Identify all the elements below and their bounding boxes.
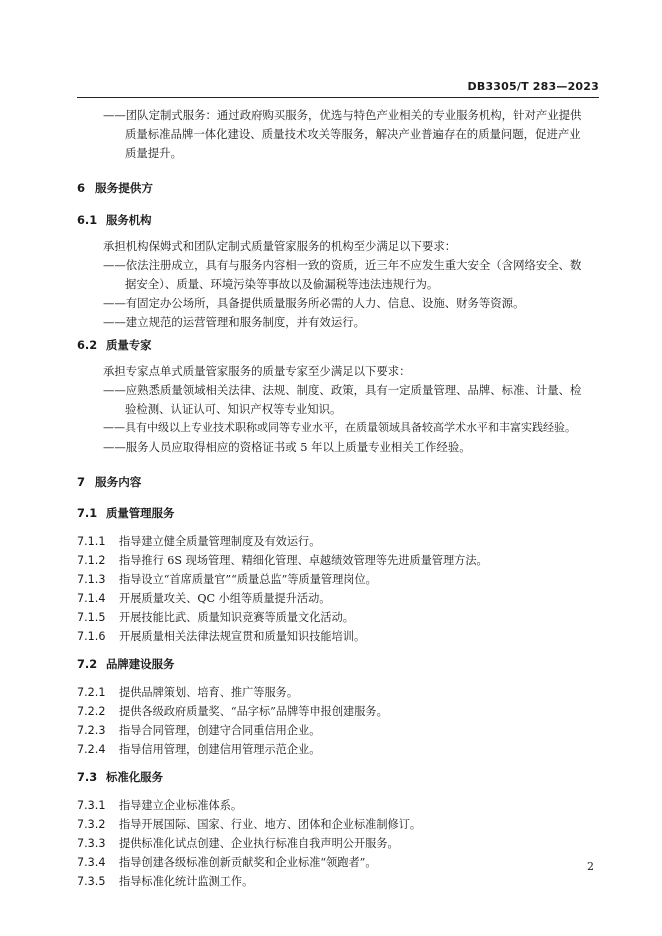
clause-number: 7.3.2	[77, 818, 106, 831]
clause-number: 7.1.2	[77, 554, 106, 567]
section-6-1-line-3: ——有固定办公场所，具备提供质量服务所必需的人力、信息、设施、财务等资源。	[103, 296, 525, 310]
clause-number: 7.3.3	[77, 837, 106, 850]
clause-text: 提供标准化试点创建、企业执行标准自我声明公开服务。	[119, 837, 399, 850]
clause-7-2-2	[77, 703, 388, 719]
clause-text: 指导建立健全质量管理制度及有效运行。	[119, 535, 321, 548]
section-7-2-heading	[77, 656, 174, 672]
section-7-1-heading	[77, 505, 174, 521]
clause-number: 7.1.5	[77, 611, 106, 624]
clause-7-1-4	[77, 590, 330, 606]
clause-number: 7.1.3	[77, 573, 106, 586]
top-item-line-1: ——团队定制式服务：通过政府购买服务，优选与特色产业相关的专业服务机构，针对产业提供	[103, 108, 582, 122]
section-6-2-line-2: 验检测、认证认可、知识产权等专业知识。	[125, 402, 342, 416]
clause-7-2-3	[77, 722, 320, 738]
clause-text: 指导建立企业标准体系。	[119, 799, 243, 812]
clause-text: 开展质量相关法律法规宣贯和质量知识技能培训。	[119, 630, 366, 643]
section-6-1-line-2: 据安全）、质量、环境污染等事故以及偷漏税等违法违规行为。	[125, 277, 439, 291]
section-7-number: 7	[77, 475, 86, 489]
clause-number: 7.3.1	[77, 799, 106, 812]
top-item-line-2: 质量标准品牌一体化建设、质量技术攻关等服务，解决产业普遍存在的质量问题，促进产业	[125, 127, 581, 141]
section-7-1-title: 质量管理服务	[106, 506, 175, 520]
page-number: 2	[587, 860, 594, 873]
section-7-3-title: 标准化服务	[106, 770, 163, 784]
section-6-1-line-4: ——建立规范的运营管理和服务制度，并有效运行。	[103, 315, 365, 329]
section-6-number: 6	[77, 181, 86, 195]
section-7-2-title: 品牌建设服务	[106, 657, 175, 671]
top-item-line-3: 质量提升。	[125, 146, 182, 160]
section-7-1-number: 7.1	[77, 506, 98, 520]
section-6-1-title: 服务机构	[106, 213, 152, 227]
clause-text: 指导开展国际、国家、行业、地方、团体和企业标准制修订。	[119, 818, 422, 831]
clause-7-3-1	[77, 797, 242, 813]
clause-text: 指导创建各级标准创新贡献奖和企业标准“领跑者”。	[119, 856, 377, 869]
clause-number: 7.2.1	[77, 686, 106, 699]
section-6-1-line-1: ——依法注册成立，具有与服务内容相一致的资质，近三年不应发生重大安全（含网络安全、数	[103, 258, 582, 272]
clause-7-1-2	[77, 552, 488, 568]
section-6-2-number: 6.2	[77, 338, 98, 352]
clause-7-1-1	[77, 533, 320, 549]
clause-number: 7.1.4	[77, 592, 106, 605]
section-6-1-number: 6.1	[77, 213, 98, 227]
clause-7-3-5	[77, 873, 253, 889]
clause-7-1-6	[77, 628, 365, 644]
clause-text: 提供品牌策划、培育、推广等服务。	[119, 686, 299, 699]
clause-7-1-5	[77, 609, 354, 625]
clause-number: 7.2.4	[77, 743, 106, 756]
section-7-title: 服务内容	[95, 475, 142, 489]
section-7-heading	[77, 474, 141, 490]
section-6-title: 服务提供方	[95, 181, 153, 195]
header-rule	[77, 97, 599, 98]
clause-number: 7.2.2	[77, 705, 106, 718]
section-6-2-line-3: ——具有中级以上专业技术职称或同等专业水平，在质量领域具备较高学术水平和丰富实践经验。	[103, 421, 576, 434]
clause-7-2-4	[77, 741, 320, 757]
clause-text: 开展技能比武、质量知识竞赛等质量文化活动。	[119, 611, 354, 624]
clause-text: 指导推行 6S 现场管理、精细化管理、卓越绩效管理等先进质量管理方法。	[119, 554, 488, 567]
section-7-2-number: 7.2	[77, 657, 98, 671]
clause-number: 7.1.1	[77, 535, 106, 548]
section-7-3-heading	[77, 769, 163, 785]
section-6-2-line-4: ——服务人员应取得相应的资格证书或 5 年以上质量专业相关工作经验。	[103, 440, 471, 454]
clause-text: 开展质量攻关、QC 小组等质量提升活动。	[119, 592, 331, 605]
clause-text: 指导标准化统计监测工作。	[119, 875, 254, 888]
clause-text: 提供各级政府质量奖、“品字标”品牌等申报创建服务。	[119, 705, 388, 718]
section-7-3-number: 7.3	[77, 770, 98, 784]
section-6-2-title: 质量专家	[106, 338, 152, 352]
clause-7-2-1	[77, 684, 298, 700]
clause-number: 7.1.6	[77, 630, 106, 643]
clause-number: 7.2.3	[77, 724, 106, 737]
section-6-1-intro: 承担机构保姆式和团队定制式质量管家服务的机构至少满足以下要求：	[103, 239, 457, 253]
section-6-heading	[77, 180, 153, 196]
clause-text: 指导设立“首席质量官”“质量总监”等质量管理岗位。	[119, 573, 377, 586]
clause-number: 7.3.4	[77, 856, 106, 869]
document-number: DB3305/T 283—2023	[467, 80, 599, 93]
section-6-1-heading	[77, 212, 152, 228]
clause-number: 7.3.5	[77, 875, 106, 888]
clause-7-3-3	[77, 835, 399, 851]
clause-7-1-3	[77, 571, 377, 587]
clause-7-3-4	[77, 854, 377, 870]
clause-7-3-2	[77, 816, 421, 832]
section-6-2-intro: 承担专家点单式质量管家服务的质量专家至少满足以下要求：	[103, 364, 411, 378]
clause-text: 指导合同管理，创建守合同重信用企业。	[119, 724, 321, 737]
clause-text: 指导信用管理，创建信用管理示范企业。	[119, 743, 321, 756]
section-6-2-line-1: ——应熟悉质量领域相关法律、法规、制度、政策，具有一定质量管理、品牌、标准、计量、检	[103, 383, 582, 397]
section-6-2-heading	[77, 337, 152, 353]
